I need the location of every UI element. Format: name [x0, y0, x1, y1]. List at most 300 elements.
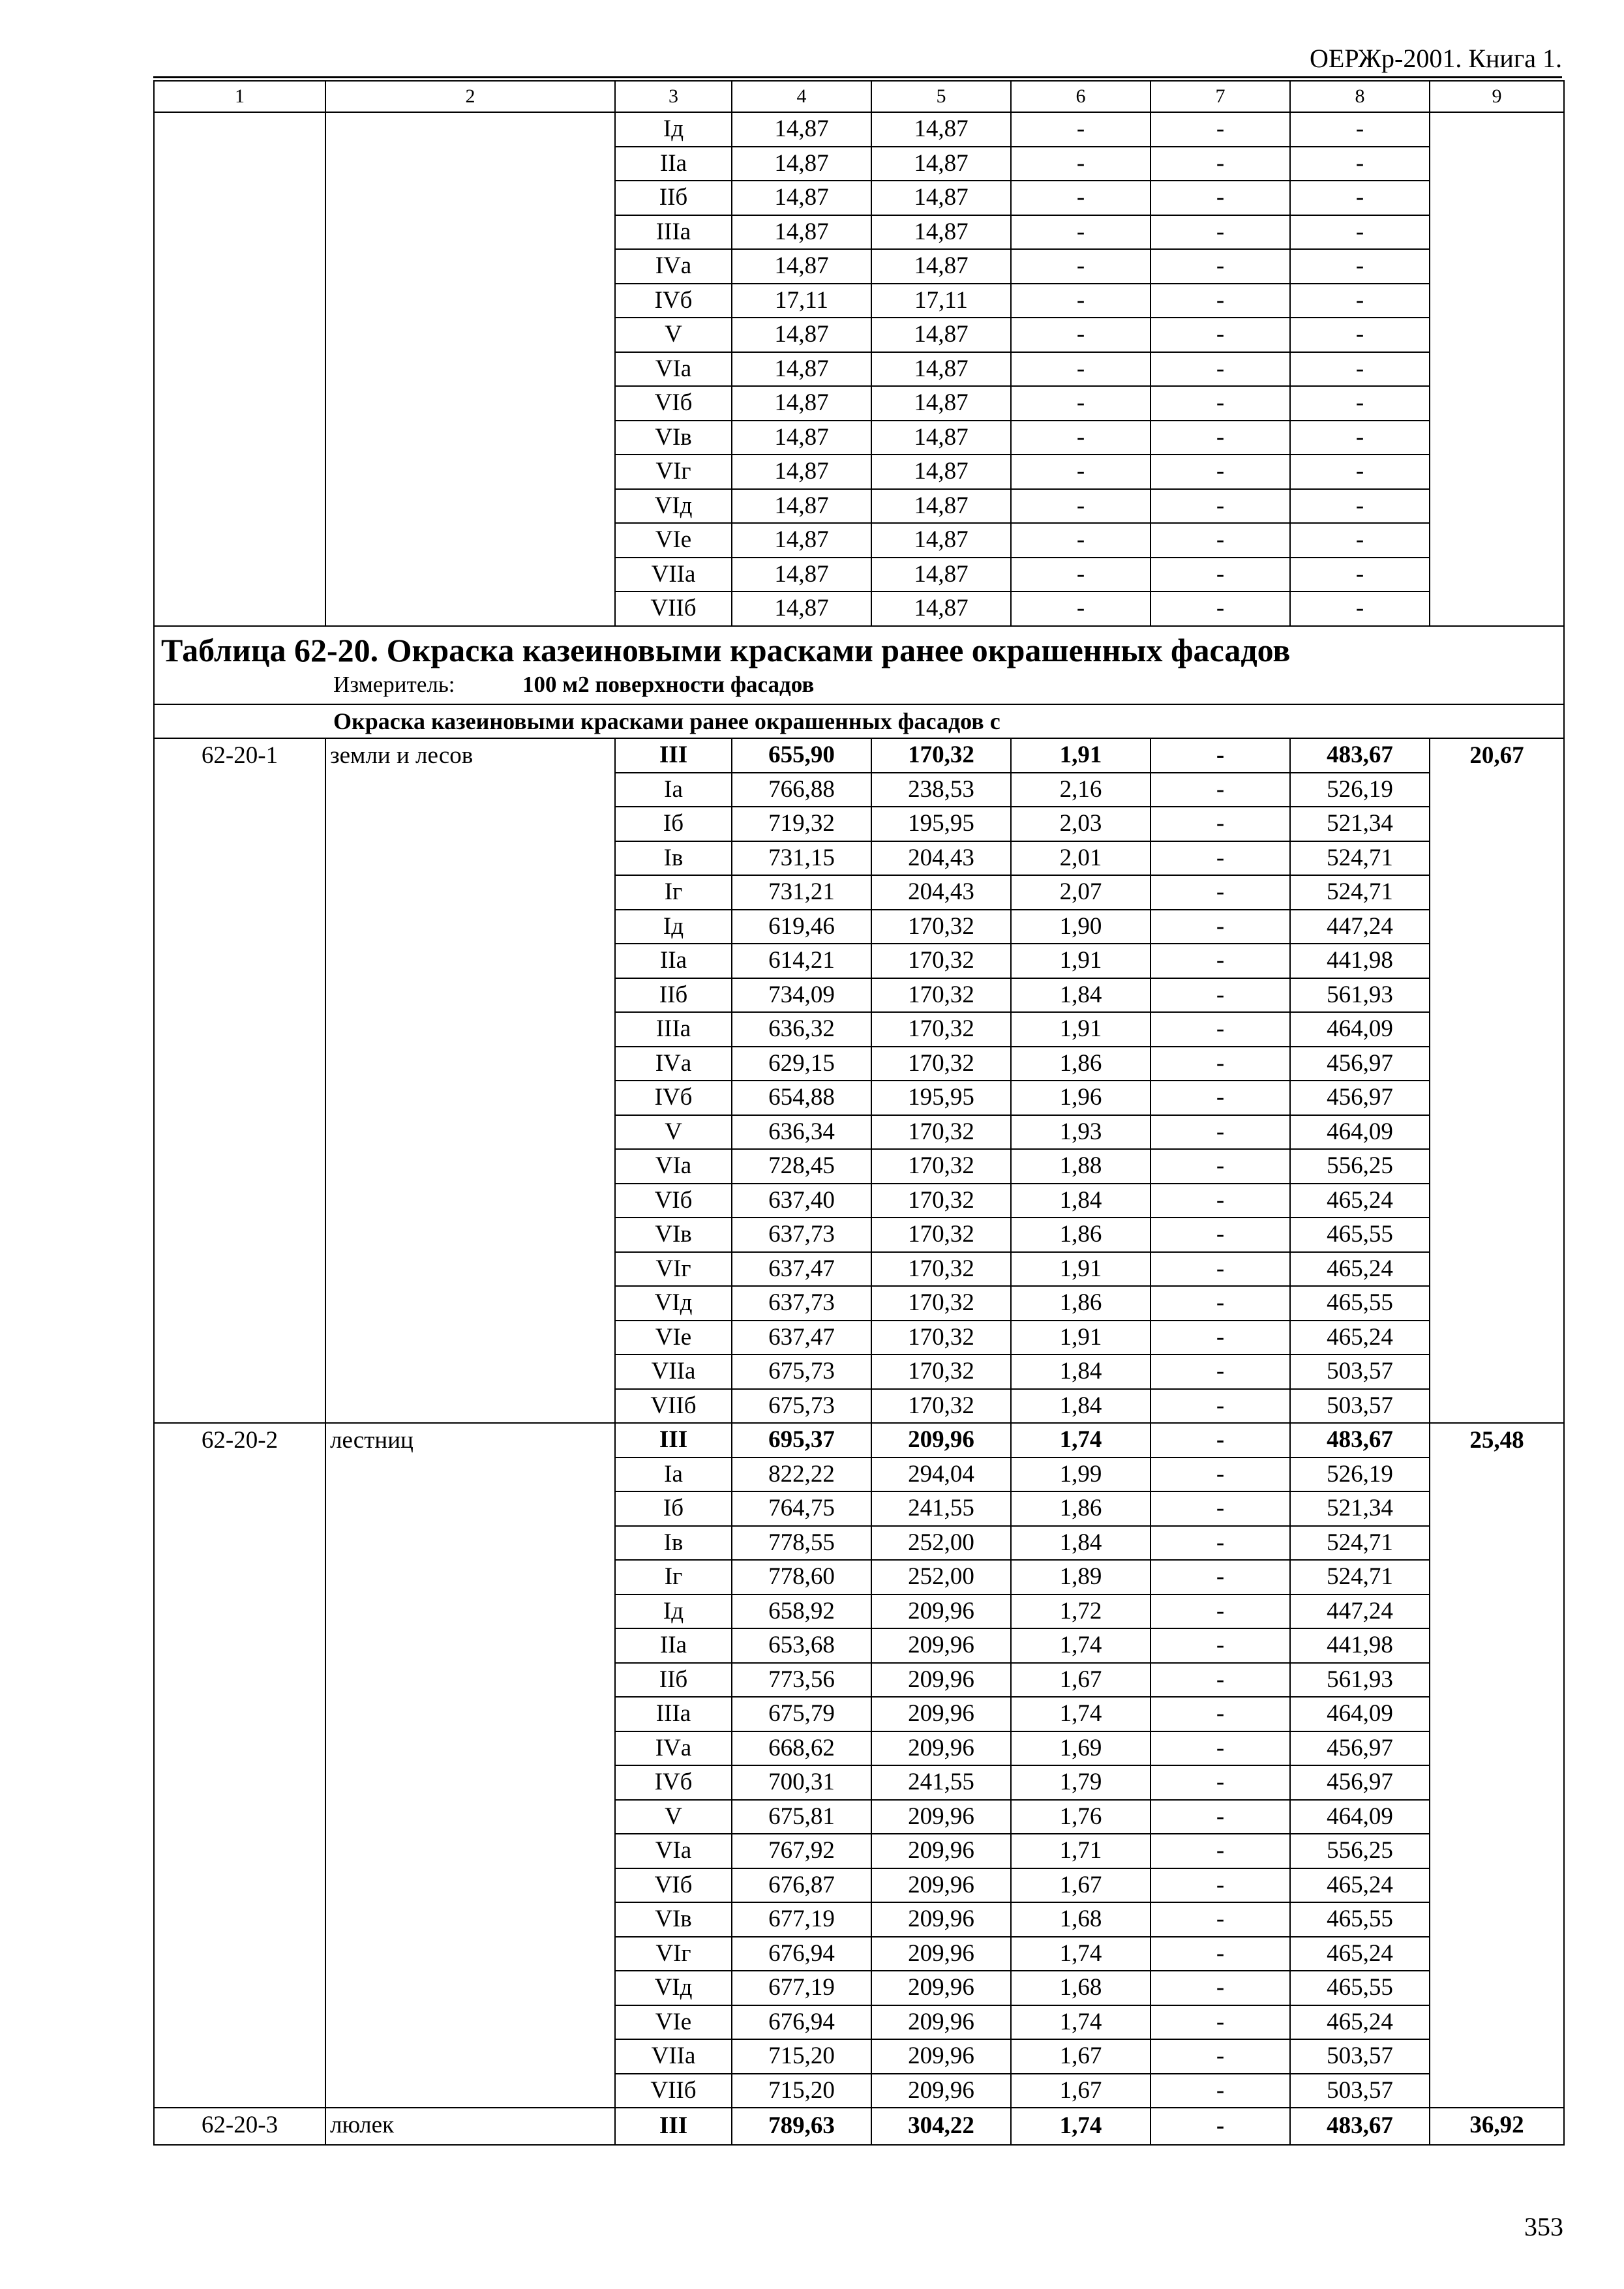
table-cell: - — [1150, 1834, 1290, 1868]
table-cell: 1,88 — [1011, 1149, 1150, 1184]
table-cell: - — [1150, 1149, 1290, 1184]
table-cell: 655,90 — [732, 738, 871, 773]
table-cell: IVа — [615, 249, 732, 284]
table-cell: 170,32 — [871, 1012, 1011, 1047]
table-row — [154, 2108, 1564, 2145]
table-cell: 14,87 — [871, 558, 1011, 592]
table-cell: 637,47 — [732, 1252, 871, 1287]
table-cell: VIа — [615, 1149, 732, 1184]
table-cell: IIб — [615, 978, 732, 1013]
table-cell: 526,19 — [1290, 1458, 1430, 1492]
table-cell: III — [615, 2108, 732, 2145]
table-cell: V — [615, 1800, 732, 1834]
table-cell: 1,86 — [1011, 1218, 1150, 1252]
table-cell: 14,87 — [871, 112, 1011, 147]
table-cell: 209,96 — [871, 1731, 1011, 1766]
table-cell: VIIа — [615, 558, 732, 592]
table-cell: 14,87 — [732, 386, 871, 421]
table-cell: 465,24 — [1290, 1868, 1430, 1903]
table-cell: 465,55 — [1290, 1286, 1430, 1321]
table-cell: 170,32 — [871, 1286, 1011, 1321]
table-cell: - — [1150, 181, 1290, 215]
table-cell: 204,43 — [871, 875, 1011, 910]
table-cell: 2,07 — [1011, 875, 1150, 910]
table-cell: - — [1150, 1184, 1290, 1218]
table-cell: Iб — [615, 807, 732, 841]
table-cell: 728,45 — [732, 1149, 871, 1184]
table-cell: 14,87 — [871, 249, 1011, 284]
table-cell: - — [1150, 1389, 1290, 1424]
table-cell: - — [1150, 1423, 1290, 1458]
table-body — [154, 81, 1564, 2145]
table-cell: 447,24 — [1290, 910, 1430, 944]
table-cell: - — [1290, 352, 1430, 387]
rate-code: 62-20-1 — [154, 738, 325, 1423]
table-cell: VIIб — [615, 591, 732, 626]
subheading-row — [154, 704, 1564, 739]
table-cell: 14,87 — [871, 455, 1011, 489]
table-cell: 637,73 — [732, 1286, 871, 1321]
table-cell: - — [1150, 1252, 1290, 1287]
table-cell: IIа — [615, 944, 732, 978]
document-title: ОЕРЖр-2001. Книга 1. — [1310, 44, 1562, 73]
table-cell: - — [1150, 2039, 1290, 2074]
table-cell: - — [1150, 738, 1290, 773]
table-cell: 654,88 — [732, 1081, 871, 1115]
table-cell: - — [1150, 1047, 1290, 1081]
table-cell: 252,00 — [871, 1560, 1011, 1594]
table-cell: - — [1011, 215, 1150, 250]
table-cell: 1,90 — [1011, 910, 1150, 944]
column-number: 5 — [871, 81, 1011, 112]
table-cell: VIд — [615, 1971, 732, 2005]
table-cell: - — [1150, 1697, 1290, 1731]
table-cell: 719,32 — [732, 807, 871, 841]
table-cell: 524,71 — [1290, 875, 1430, 910]
table-cell: 209,96 — [871, 1971, 1011, 2005]
table-cell: - — [1150, 773, 1290, 807]
table-cell: 1,91 — [1011, 738, 1150, 773]
table-cell: IVа — [615, 1731, 732, 1766]
table-cell: 2,03 — [1011, 807, 1150, 841]
table-cell: 14,87 — [732, 352, 871, 387]
table-cell: VIе — [615, 2005, 732, 2040]
table-cell: 503,57 — [1290, 2074, 1430, 2108]
table-cell: - — [1150, 944, 1290, 978]
table-cell: 731,21 — [732, 875, 871, 910]
table-cell: Iг — [615, 875, 732, 910]
table-cell: - — [1150, 421, 1290, 455]
table-cell: Iд — [615, 1594, 732, 1629]
table-cell: - — [1290, 421, 1430, 455]
table-cell: 14,87 — [732, 455, 871, 489]
table-cell: 241,55 — [871, 1491, 1011, 1526]
table-cell: Iд — [615, 112, 732, 147]
table-cell: 170,32 — [871, 1047, 1011, 1081]
table-cell: - — [1290, 284, 1430, 318]
table-cell: 441,98 — [1290, 944, 1430, 978]
table-cell: 700,31 — [732, 1765, 871, 1800]
table-cell: 1,91 — [1011, 944, 1150, 978]
table-cell: - — [1011, 421, 1150, 455]
table-cell: 170,32 — [871, 1321, 1011, 1355]
table-cell: 637,73 — [732, 1218, 871, 1252]
table-cell: VIг — [615, 1252, 732, 1287]
table-cell: 773,56 — [732, 1663, 871, 1698]
table-cell: 1,74 — [1011, 2005, 1150, 2040]
table-cell: 561,93 — [1290, 978, 1430, 1013]
table-cell: 209,96 — [871, 2039, 1011, 2074]
table-cell: - — [1150, 807, 1290, 841]
table-cell: VIIб — [615, 2074, 732, 2108]
table-cell: 653,68 — [732, 1628, 871, 1663]
table-cell: IIIа — [615, 1697, 732, 1731]
table-cell: - — [1150, 1971, 1290, 2005]
table-cell: - — [1150, 1731, 1290, 1766]
table-cell: 465,24 — [1290, 1184, 1430, 1218]
table-cell: - — [1150, 1286, 1290, 1321]
table-cell: 1,71 — [1011, 1834, 1150, 1868]
table-cell: 14,87 — [732, 181, 871, 215]
table-cell: 456,97 — [1290, 1047, 1430, 1081]
table-cell: 1,72 — [1011, 1594, 1150, 1629]
table-cell: - — [1150, 1868, 1290, 1903]
table-cell: 1,74 — [1011, 1628, 1150, 1663]
column-number: 3 — [615, 81, 732, 112]
column-number: 2 — [325, 81, 615, 112]
table-cell: - — [1011, 318, 1150, 352]
table-cell: - — [1150, 1628, 1290, 1663]
table-cell: 556,25 — [1290, 1834, 1430, 1868]
table-cell: 1,74 — [1011, 1937, 1150, 1971]
table-cell: Iд — [615, 910, 732, 944]
table-cell: 1,67 — [1011, 1663, 1150, 1698]
table-cell: - — [1290, 455, 1430, 489]
table-cell: 465,55 — [1290, 1902, 1430, 1937]
table-cell: 456,97 — [1290, 1081, 1430, 1115]
table-cell: VIа — [615, 1834, 732, 1868]
table-cell: 465,24 — [1290, 1252, 1430, 1287]
table-cell: 14,87 — [871, 318, 1011, 352]
table-cell: - — [1150, 1560, 1290, 1594]
table-cell: 170,32 — [871, 1354, 1011, 1389]
table-cell: VIд — [615, 1286, 732, 1321]
table-cell: 464,09 — [1290, 1012, 1430, 1047]
table-cell: IIа — [615, 147, 732, 181]
table-cell: 170,32 — [871, 978, 1011, 1013]
table-cell: - — [1150, 1526, 1290, 1561]
table-cell: 677,19 — [732, 1902, 871, 1937]
table-cell: - — [1150, 2005, 1290, 2040]
table-title: Таблица 62-20. Окраска казеиновыми красками ранее окрашенных фасадов — [161, 631, 1291, 668]
table-cell: 1,68 — [1011, 1902, 1150, 1937]
table-cell: 14,87 — [871, 523, 1011, 558]
table-cell: 170,32 — [871, 738, 1011, 773]
col9-cell — [1430, 112, 1564, 626]
table-cell: V — [615, 318, 732, 352]
table-cell: VIг — [615, 1937, 732, 1971]
column-number: 8 — [1290, 81, 1430, 112]
table-cell: 294,04 — [871, 1458, 1011, 1492]
table-cell: 1,84 — [1011, 1389, 1150, 1424]
table-cell: 677,19 — [732, 1971, 871, 2005]
table-cell: 614,21 — [732, 944, 871, 978]
table-cell: - — [1150, 1491, 1290, 1526]
table-cell: - — [1290, 523, 1430, 558]
table-cell: 767,92 — [732, 1834, 871, 1868]
table-cell: 241,55 — [871, 1765, 1011, 1800]
table-cell: 1,74 — [1011, 2108, 1150, 2145]
col9-value: 36,92 — [1430, 2108, 1564, 2145]
table-cell: - — [1011, 386, 1150, 421]
table-title-row — [154, 626, 1564, 704]
table-cell: 1,76 — [1011, 1800, 1150, 1834]
table-row — [154, 112, 1564, 147]
table-cell: 14,87 — [732, 489, 871, 524]
table-cell: 675,73 — [732, 1389, 871, 1424]
table-cell: Iв — [615, 1526, 732, 1561]
table-cell: - — [1290, 215, 1430, 250]
table-cell: - — [1150, 910, 1290, 944]
table-cell: VIд — [615, 489, 732, 524]
table-cell: VIб — [615, 1868, 732, 1903]
table-cell: - — [1290, 249, 1430, 284]
table-cell: 238,53 — [871, 773, 1011, 807]
table-cell: 561,93 — [1290, 1663, 1430, 1698]
table-cell: - — [1150, 591, 1290, 626]
table-cell: 441,98 — [1290, 1628, 1430, 1663]
table-cell: 637,40 — [732, 1184, 871, 1218]
table-cell: 1,86 — [1011, 1047, 1150, 1081]
table-cell: - — [1011, 181, 1150, 215]
table-cell: 170,32 — [871, 1184, 1011, 1218]
table-cell: 2,16 — [1011, 773, 1150, 807]
table-cell: III — [615, 1423, 732, 1458]
table-cell: - — [1290, 558, 1430, 592]
table-cell: 464,09 — [1290, 1697, 1430, 1731]
table-cell: 619,46 — [732, 910, 871, 944]
table-cell: 1,74 — [1011, 1697, 1150, 1731]
rates-table — [153, 80, 1565, 2146]
table-cell: 209,96 — [871, 1937, 1011, 1971]
table-cell: - — [1150, 386, 1290, 421]
table-cell: - — [1150, 2108, 1290, 2145]
table-cell: 14,87 — [871, 591, 1011, 626]
table-cell: 1,99 — [1011, 1458, 1150, 1492]
table-cell: 14,87 — [732, 318, 871, 352]
table-cell: - — [1150, 523, 1290, 558]
table-cell: 503,57 — [1290, 1389, 1430, 1424]
table-cell: 209,96 — [871, 1800, 1011, 1834]
rate-code: 62-20-2 — [154, 1423, 325, 2108]
table-cell: 304,22 — [871, 2108, 1011, 2145]
table-cell: 637,47 — [732, 1321, 871, 1355]
column-number-row — [154, 81, 1564, 112]
table-cell: - — [1150, 1115, 1290, 1150]
table-row — [154, 738, 1564, 773]
table-cell: 209,96 — [871, 1663, 1011, 1698]
table-cell: 464,09 — [1290, 1115, 1430, 1150]
table-cell: 14,87 — [732, 591, 871, 626]
table-cell: - — [1290, 147, 1430, 181]
table-cell: 209,96 — [871, 1902, 1011, 1937]
table-cell: 764,75 — [732, 1491, 871, 1526]
table-cell: 465,24 — [1290, 2005, 1430, 2040]
table-cell: - — [1150, 352, 1290, 387]
table-cell: 456,97 — [1290, 1765, 1430, 1800]
table-cell: 556,25 — [1290, 1149, 1430, 1184]
table-cell: 464,09 — [1290, 1800, 1430, 1834]
table-cell: 1,84 — [1011, 1184, 1150, 1218]
table-cell: - — [1011, 523, 1150, 558]
table-cell: - — [1150, 1218, 1290, 1252]
table-cell: 1,84 — [1011, 1354, 1150, 1389]
table-cell: 778,55 — [732, 1526, 871, 1561]
table-cell: 731,15 — [732, 841, 871, 876]
table-cell: - — [1011, 489, 1150, 524]
table-cell: VIIб — [615, 1389, 732, 1424]
table-cell: 1,67 — [1011, 1868, 1150, 1903]
table-cell: - — [1150, 1663, 1290, 1698]
table-cell: Iа — [615, 1458, 732, 1492]
table-cell: 1,86 — [1011, 1286, 1150, 1321]
table-cell: 465,55 — [1290, 1971, 1430, 2005]
table-cell: - — [1011, 455, 1150, 489]
table-cell: 1,91 — [1011, 1252, 1150, 1287]
table-cell: 675,81 — [732, 1800, 871, 1834]
table-cell: 1,84 — [1011, 1526, 1150, 1561]
table-cell: 675,79 — [732, 1697, 871, 1731]
table-cell: 14,87 — [732, 558, 871, 592]
table-cell: 204,43 — [871, 841, 1011, 876]
table-cell: VIIа — [615, 1354, 732, 1389]
table-cell: V — [615, 1115, 732, 1150]
table-cell: 14,87 — [871, 352, 1011, 387]
table-cell: - — [1150, 318, 1290, 352]
table-cell: - — [1011, 147, 1150, 181]
table-cell: 636,32 — [732, 1012, 871, 1047]
table-cell: - — [1150, 841, 1290, 876]
subheading: Окраска казеиновыми красками ранее окрашенных фасадов с — [154, 704, 1564, 739]
table-cell: - — [1150, 1937, 1290, 1971]
table-cell: - — [1290, 318, 1430, 352]
table-cell: IVб — [615, 284, 732, 318]
table-cell: 503,57 — [1290, 2039, 1430, 2074]
table-cell: IVб — [615, 1765, 732, 1800]
table-cell: 209,96 — [871, 1697, 1011, 1731]
table-cell: - — [1150, 1800, 1290, 1834]
table-cell: - — [1011, 249, 1150, 284]
table-cell: - — [1150, 1458, 1290, 1492]
table-cell: 1,89 — [1011, 1560, 1150, 1594]
table-cell: VIе — [615, 523, 732, 558]
table-cell: - — [1011, 112, 1150, 147]
table-cell: 789,63 — [732, 2108, 871, 2145]
column-number: 4 — [732, 81, 871, 112]
table-cell: 209,96 — [871, 1594, 1011, 1629]
meter-line — [161, 670, 1557, 700]
table-cell: 1,79 — [1011, 1765, 1150, 1800]
table-cell: 14,87 — [732, 249, 871, 284]
table-cell: 1,74 — [1011, 1423, 1150, 1458]
table-cell: VIIа — [615, 2039, 732, 2074]
table-cell: 14,87 — [871, 489, 1011, 524]
table-cell: - — [1150, 978, 1290, 1013]
table-cell: IIа — [615, 1628, 732, 1663]
table-cell: IIб — [615, 181, 732, 215]
table-cell: VIе — [615, 1321, 732, 1355]
table-cell: 17,11 — [732, 284, 871, 318]
table-cell: 209,96 — [871, 1834, 1011, 1868]
table-cell: 170,32 — [871, 1149, 1011, 1184]
table-cell: 526,19 — [1290, 773, 1430, 807]
rate-name: земли и лесов — [325, 738, 615, 1423]
table-cell: 195,95 — [871, 1081, 1011, 1115]
table-cell: 14,87 — [732, 523, 871, 558]
table-cell: 1,91 — [1011, 1321, 1150, 1355]
table-cell: IVб — [615, 1081, 732, 1115]
table-cell: 447,24 — [1290, 1594, 1430, 1629]
table-cell: - — [1290, 112, 1430, 147]
table-cell: 170,32 — [871, 1115, 1011, 1150]
table-cell: - — [1150, 215, 1290, 250]
table-cell: 778,60 — [732, 1560, 871, 1594]
table-cell: 1,93 — [1011, 1115, 1150, 1150]
table-cell: - — [1011, 591, 1150, 626]
table-cell: 17,11 — [871, 284, 1011, 318]
column-number: 7 — [1150, 81, 1290, 112]
table-cell: 1,67 — [1011, 2039, 1150, 2074]
table-cell: Iа — [615, 773, 732, 807]
name-cell — [325, 112, 615, 626]
table-cell: - — [1150, 1902, 1290, 1937]
table-cell: 209,96 — [871, 1868, 1011, 1903]
table-cell: - — [1150, 2074, 1290, 2108]
header-rule — [153, 76, 1562, 78]
table-cell: - — [1150, 489, 1290, 524]
table-cell: 1,86 — [1011, 1491, 1150, 1526]
table-cell: 170,32 — [871, 1389, 1011, 1424]
table-cell: 170,32 — [871, 944, 1011, 978]
page-header — [153, 39, 1562, 78]
table-cell: 252,00 — [871, 1526, 1011, 1561]
rate-name: люлек — [325, 2108, 615, 2145]
table-cell: 170,32 — [871, 1218, 1011, 1252]
table-cell: VIб — [615, 386, 732, 421]
table-cell: 465,24 — [1290, 1321, 1430, 1355]
table-cell: 766,88 — [732, 773, 871, 807]
table-cell: 1,67 — [1011, 2074, 1150, 2108]
table-cell: 14,87 — [732, 112, 871, 147]
table-cell: 676,94 — [732, 1937, 871, 1971]
table-cell: III — [615, 738, 732, 773]
table-cell: 521,34 — [1290, 807, 1430, 841]
table-cell: Iг — [615, 1560, 732, 1594]
table-cell: VIв — [615, 1218, 732, 1252]
meter-value: 100 м2 поверхности фасадов — [522, 671, 815, 697]
table-cell: 503,57 — [1290, 1354, 1430, 1389]
table-cell: Iб — [615, 1491, 732, 1526]
table-cell: 524,71 — [1290, 1526, 1430, 1561]
table-cell: - — [1150, 558, 1290, 592]
table-cell: - — [1150, 112, 1290, 147]
column-number: 1 — [154, 81, 325, 112]
table-cell: 465,55 — [1290, 1218, 1430, 1252]
table-cell: - — [1150, 1594, 1290, 1629]
table-cell: 1,91 — [1011, 1012, 1150, 1047]
table-cell: - — [1150, 147, 1290, 181]
table-cell: - — [1290, 181, 1430, 215]
